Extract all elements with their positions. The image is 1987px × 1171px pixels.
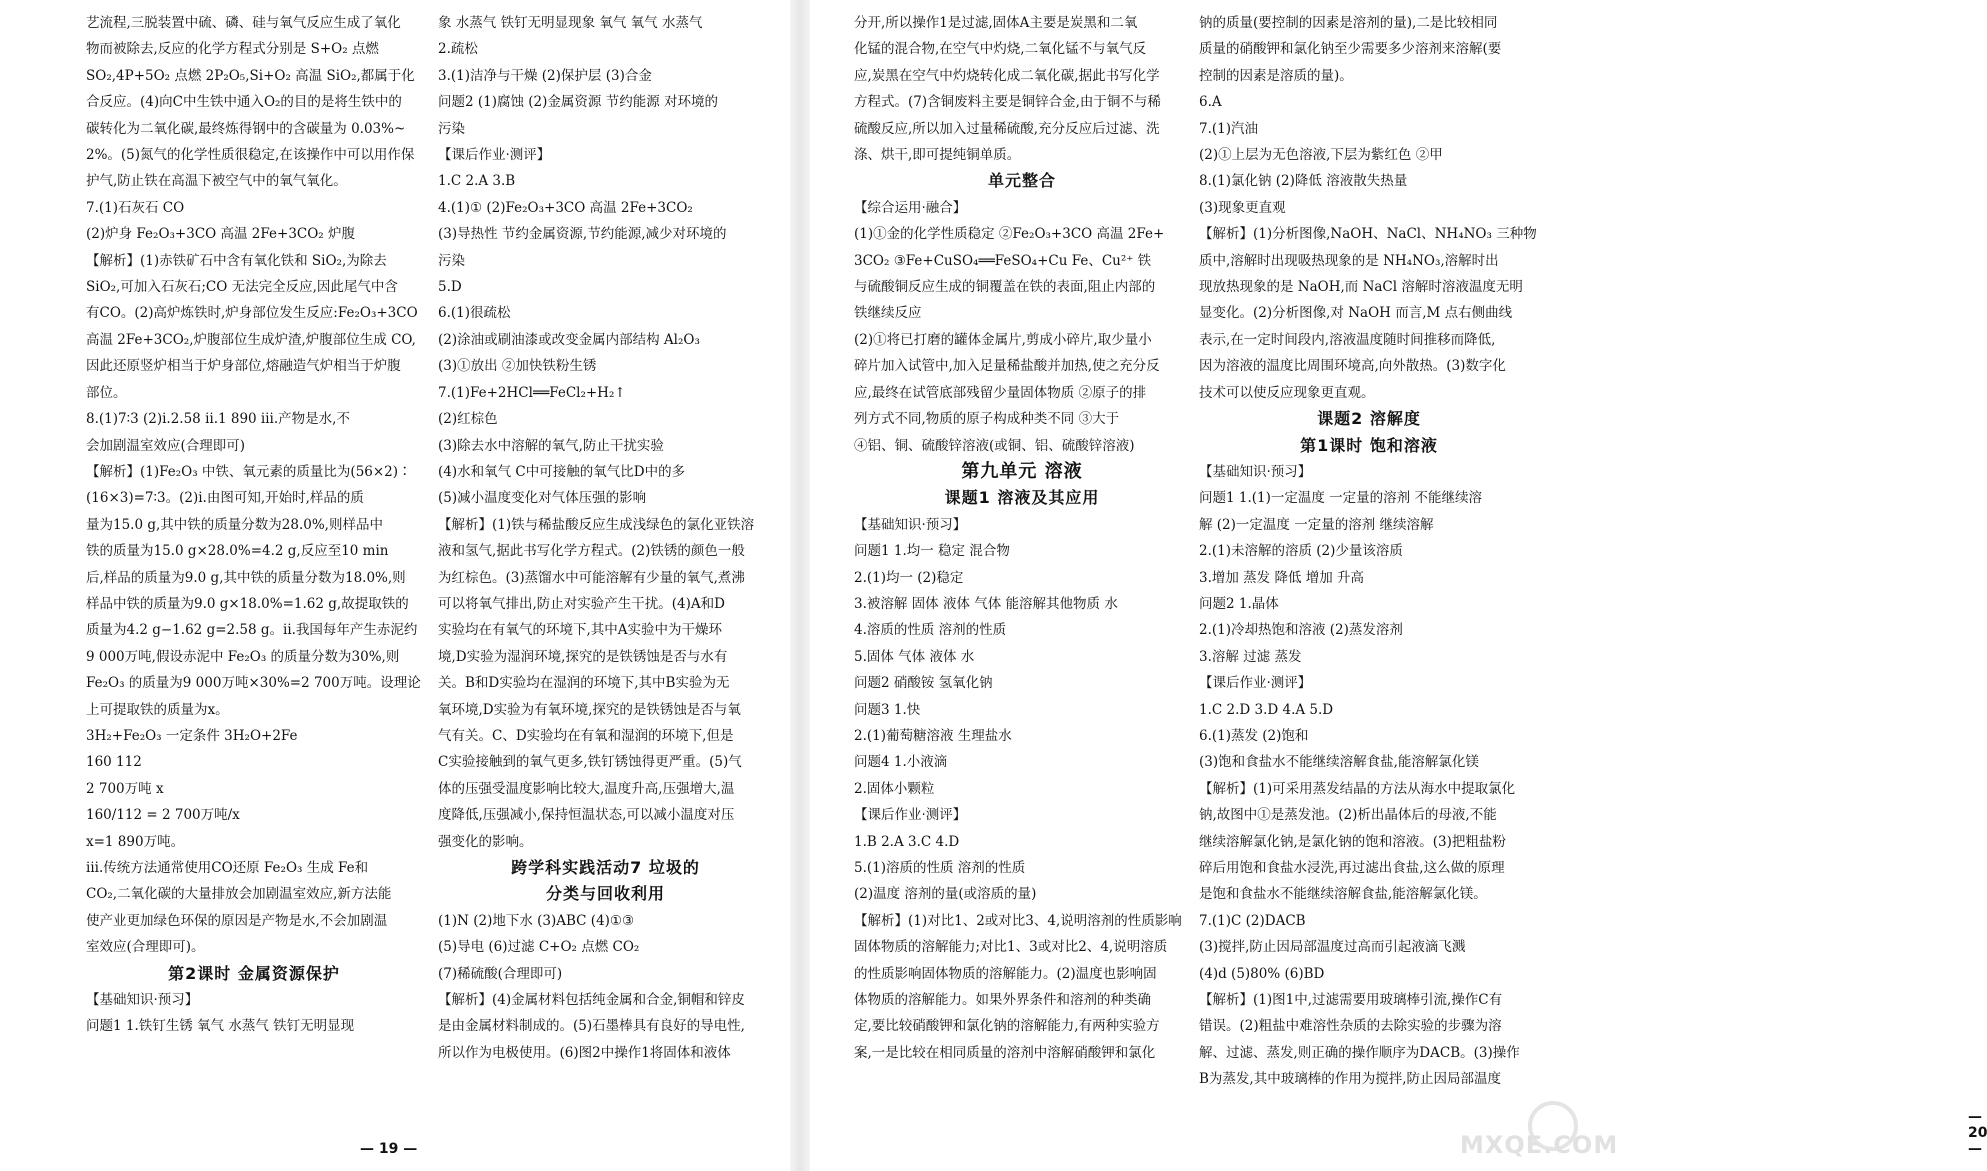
- column-3: [854, 10, 1190, 1135]
- text-line: 问题1 1.均一 稳定 混合物: [854, 543, 1010, 560]
- text-line: 列方式不同,物质的原子构成种类不同 ③大于: [854, 411, 1120, 428]
- text-line: SiO₂,可加入石灰石;CO 无法完全反应,因此尾气中含: [86, 279, 398, 296]
- text-line: 课题2 溶解度: [1317, 409, 1421, 429]
- text-line: SO₂,4P+5O₂ 点燃 2P₂O₅,Si+O₂ 高温 SiO₂,都属于化: [86, 67, 415, 84]
- text-line: 【解析】(1)Fe₂O₃ 中铁、氧元素的质量比为(56×2)∶: [86, 463, 412, 480]
- text-line: 是由金属材料制成的。(5)石墨棒具有良好的导电性,: [438, 1018, 745, 1035]
- page-number-right: — 20 —: [1968, 1109, 1987, 1157]
- text-line: 【解析】(1)分析图像,NaOH、NaCl、NH₄NO₃ 三种物: [1199, 226, 1537, 243]
- text-line: 固体物质的溶解能力;对比1、3或对比2、4,说明溶质: [854, 939, 1168, 956]
- text-line: Fe₂O₃ 的质量为9 000万吨×30%=2 700万吨。设理论: [86, 675, 421, 692]
- text-line: 氧环境,D实验为有氧环境,探究的是铁锈蚀是否与氧: [438, 701, 741, 718]
- text-line: 2.(1)葡萄糖溶液 生理盐水: [854, 727, 1012, 744]
- text-line: 跨学科实践活动7 垃圾的: [511, 858, 700, 877]
- text-line: 方程式。(7)含铜废料主要是铜锌合金,由于铜不与稀: [854, 94, 1161, 111]
- text-line: 3CO₂ ③Fe+CuSO₄══FeSO₄+Cu Fe、Cu²⁺ 铁: [854, 252, 1152, 269]
- text-line: 7.(1)石灰石 CO: [86, 199, 185, 216]
- text-line: 技术可以使反应现象更直观。: [1199, 384, 1375, 401]
- text-line: 问题2 (1)腐蚀 (2)金属资源 节约能源 对环境的: [438, 94, 718, 111]
- text-line: 现放热现象的是 NaOH,而 NaCl 溶解时溶液温度无明: [1199, 279, 1523, 296]
- text-line: 8.(1)氯化钠 (2)降低 溶液散失热量: [1199, 173, 1408, 190]
- text-line: 4.溶质的性质 溶剂的性质: [854, 622, 1007, 639]
- text-line: 问题2 1.晶体: [1199, 595, 1279, 612]
- text-line: (1)N (2)地下水 (3)ABC (4)①③: [438, 912, 635, 929]
- text-line: 应,炭黑在空气中灼烧转化成二氧化碳,据此书写化学: [854, 67, 1160, 84]
- text-line: 【基础知识·预习】: [86, 992, 199, 1009]
- text-line: 钠的质量(要控制的因素是溶剂的量),二是比较相同: [1199, 15, 1498, 31]
- text-line: 1.B 2.A 3.C 4.D: [854, 833, 960, 850]
- text-line: 境,D实验为湿润环境,探究的是铁锈蚀是否与水有: [438, 648, 728, 665]
- text-line: 2.固体小颗粒: [854, 780, 935, 797]
- text-line: 【课后作业·测评】: [1199, 675, 1312, 692]
- text-line: C实验接触到的氧气更多,铁钉锈蚀得更严重。(5)气: [438, 754, 742, 771]
- column-2: [438, 10, 773, 1135]
- text-line: CO₂,二氧化碳的大量排放会加剧温室效应,新方法能: [86, 886, 392, 903]
- text-line: 【解析】(4)金属材料包括纯金属和合金,铜帽和锌皮: [438, 992, 745, 1009]
- text-line: 后,样品的质量为9.0 g,其中铁的质量分数为18.0%,则: [86, 569, 406, 586]
- text-line: 钠,故图中①是蒸发池。(2)析出晶体后的母液,不能: [1199, 807, 1497, 824]
- text-line: 上可提取铁的质量为x。: [86, 701, 229, 718]
- text-line: 第2课时 金属资源保护: [168, 963, 340, 983]
- text-line: 7.(1)Fe+2HCl══FeCl₂+H₂↑: [438, 384, 626, 401]
- text-line: 1.C 2.A 3.B: [438, 173, 516, 190]
- text-line: 6.A: [1199, 94, 1222, 111]
- text-line: 6.(1)蒸发 (2)饱和: [1199, 727, 1309, 744]
- text-line: 合反应。(4)向C中生铁中通入O₂的目的是将生铁中的: [86, 94, 402, 111]
- text-line: 定,要比较硝酸钾和氯化钠的溶解能力,有两种实验方: [854, 1018, 1160, 1035]
- text-line: 因为溶液的温度比周围环境高,向外散热。(3)数字化: [1199, 358, 1506, 375]
- text-line: 硫酸反应,所以加入过量稀硫酸,充分反应后过滤、洗: [854, 120, 1160, 137]
- text-line: 2.(1)冷却热饱和溶液 (2)蒸发溶剂: [1199, 622, 1403, 639]
- text-line: 错误。(2)粗盐中难溶性杂质的去除实验的步骤为溶: [1199, 1018, 1502, 1035]
- text-line: 气有关。C、D实验均在有氧和湿润的环境下,但是: [438, 727, 734, 744]
- text-line: 质中,溶解时出现吸热现象的是 NH₄NO₃,溶解时出: [1199, 252, 1499, 269]
- text-line: 问题1 1.(1)一定温度 一定量的溶剂 不能继续溶: [1199, 490, 1482, 507]
- text-line: 继续溶解氯化钠,是氯化钠的饱和溶液。(3)把粗盐粉: [1199, 833, 1506, 850]
- text-line: 问题1 1.铁钉生锈 氧气 水蒸气 铁钉无明显现: [86, 1018, 355, 1035]
- text-line: (4)d (5)80% (6)BD: [1199, 965, 1325, 982]
- text-line: 铁继续反应: [854, 305, 922, 322]
- column-1: [86, 10, 422, 1135]
- text-line: 2 700万吨 x: [86, 780, 164, 797]
- page-number-left: — 19 —: [360, 1141, 418, 1157]
- text-line: 【解析】(1)赤铁矿石中含有氧化铁和 SiO₂,为除去: [86, 252, 387, 269]
- text-line: (5)导电 (6)过滤 C+O₂ 点燃 CO₂: [438, 939, 640, 956]
- text-line: 可以将氧气排出,防止对实验产生干扰。(4)A和D: [438, 595, 725, 612]
- text-line: 液和氢气,据此书写化学方程式。(2)铁锈的颜色一般: [438, 543, 745, 560]
- text-line: 为红棕色。(3)蒸馏水中可能溶解有少量的氧气,煮沸: [438, 569, 745, 586]
- text-line: 部位。: [86, 384, 127, 401]
- text-line: 第九单元 溶液: [961, 460, 1083, 482]
- text-line: 160 112: [86, 754, 142, 771]
- text-line: 5.D: [438, 279, 462, 296]
- text-line: x=1 890万吨。: [86, 833, 185, 850]
- text-line: 碎后用饱和食盐水浸洗,再过滤出食盐,这么做的原理: [1199, 860, 1505, 876]
- text-line: 象 水蒸气 铁钉无明显现象 氧气 氧气 水蒸气: [438, 15, 703, 31]
- text-line: 【解析】(1)可采用蒸发结晶的方法从海水中提取氯化: [1199, 780, 1516, 797]
- text-line: 【基础知识·预习】: [854, 516, 967, 533]
- text-line: 量为15.0 g,其中铁的质量分数为28.0%,则样品中: [86, 516, 383, 533]
- text-line: 第1课时 饱和溶液: [1300, 435, 1438, 455]
- text-line: 3.被溶解 固体 液体 气体 能溶解其他物质 水: [854, 595, 1118, 612]
- text-line: 课题1 溶液及其应用: [944, 488, 1100, 508]
- watermark-text: MXQE.COM: [1460, 1131, 1619, 1159]
- text-line: 化锰的混合物,在空气中灼烧,二氧化锰不与氧气反: [854, 41, 1147, 58]
- text-line: 艺流程,三脱装置中硫、磷、硅与氧气反应生成了氧化: [86, 15, 401, 31]
- text-line: 涤、烘干,即可提纯铜单质。: [854, 147, 1021, 164]
- text-line: 体物质的溶解能力。如果外界条件和溶剂的种类确: [854, 992, 1151, 1009]
- text-line: 解、过滤、蒸发,则正确的操作顺序为DACB。(3)操作: [1199, 1044, 1520, 1061]
- text-line: 所以作为电极使用。(6)图2中操作1将固体和液体: [438, 1044, 731, 1061]
- text-line: (1)①金的化学性质稳定 ②Fe₂O₃+3CO 高温 2Fe+: [854, 226, 1165, 243]
- right-page: [810, 0, 1987, 1171]
- text-line: 3.溶解 过滤 蒸发: [1199, 648, 1302, 665]
- text-line: (3)除去水中溶解的氧气,防止干扰实验: [438, 437, 664, 454]
- text-line: (3)①放出 ②加快铁粉生锈: [438, 358, 597, 375]
- text-line: 2.疏松: [438, 41, 478, 58]
- text-line: 强变化的影响。: [438, 833, 533, 850]
- text-line: 问题4 1.小液滴: [854, 754, 948, 771]
- text-line: 表示,在一定时间段内,溶液温度随时间推移而降低,: [1199, 331, 1496, 348]
- text-line: 分类与回收利用: [545, 884, 665, 904]
- text-line: 2%。(5)氮气的化学性质很稳定,在该操作中可以用作保: [86, 147, 415, 164]
- text-line: 质量为4.2 g−1.62 g=2.58 g。ⅱ.我国每年产生赤泥约: [86, 622, 418, 639]
- text-line: 【综合运用·融合】: [854, 199, 967, 216]
- text-line: 【基础知识·预习】: [1199, 463, 1312, 480]
- text-line: 9 000万吨,假设赤泥中 Fe₂O₃ 的质量分数为30%,则: [86, 648, 400, 665]
- watermark-logo: [1432, 1101, 1619, 1163]
- text-line: 7.(1)汽油: [1199, 120, 1259, 137]
- text-line: 【解析】(1)铁与稀盐酸反应生成浅绿色的氯化亚铁溶: [438, 516, 755, 533]
- text-line: 5.(1)溶质的性质 溶剂的性质: [854, 860, 1026, 876]
- page-gutter: [790, 0, 810, 1171]
- text-line: 8.(1)7∶3 (2)ⅰ.2.58 ⅱ.1 890 ⅲ.产物是水,不: [86, 411, 350, 428]
- text-line: 与硫酸铜反应生成的铜覆盖在铁的表面,阻止内部的: [854, 279, 1156, 296]
- text-line: 问题3 1.快: [854, 701, 921, 718]
- text-line: (3)现象更直观: [1199, 199, 1286, 216]
- text-line: 铁的质量为15.0 g×28.0%=4.2 g,反应至10 min: [86, 543, 389, 560]
- text-line: 的性质影响固体物质的溶解能力。(2)温度也影响固: [854, 965, 1157, 982]
- text-line: (2)炉身 Fe₂O₃+3CO 高温 2Fe+3CO₂ 炉腹: [86, 226, 356, 243]
- text-line: (3)导热性 节约金属资源,节约能源,减少对环境的: [438, 226, 727, 243]
- text-line: (16×3)=7∶3。(2)ⅰ.由图可知,开始时,样品的质: [86, 490, 364, 507]
- text-line: 1.C 2.D 3.D 4.A 5.D: [1199, 701, 1334, 718]
- text-line: 污染: [438, 252, 465, 269]
- text-line: 体的压强受温度影响比较大,温度升高,压强增大,温: [438, 780, 735, 797]
- text-line: 2.(1)未溶解的溶质 (2)少量该溶质: [1199, 543, 1403, 560]
- text-line: (2)①上层为无色溶液,下层为紫红色 ②甲: [1199, 147, 1443, 164]
- text-line: (5)减小温度变化对气体压强的影响: [438, 490, 647, 507]
- text-line: 是饱和食盐水不能继续溶解食盐,能溶解氯化镁。: [1199, 886, 1487, 903]
- text-line: 5.固体 气体 液体 水: [854, 648, 975, 665]
- text-line: 显变化。(2)分析图像,对 NaOH 而言,M 点右侧曲线: [1199, 305, 1513, 322]
- text-line: 2.(1)均一 (2)稳定: [854, 569, 964, 586]
- text-line: 碎片加入试管中,加入足量稀盐酸并加热,使之充分反: [854, 358, 1160, 375]
- text-line: 单元整合: [987, 171, 1056, 191]
- text-line: 3H₂+Fe₂O₃ 一定条件 3H₂O+2Fe: [86, 727, 298, 744]
- text-line: 分开,所以操作1是过滤,固体A主要是炭黑和二氧: [854, 15, 1138, 31]
- text-line: ④铝、铜、硫酸锌溶液(或铜、铝、硫酸锌溶液): [854, 437, 1135, 454]
- text-line: 【课后作业·测评】: [438, 147, 551, 164]
- text-line: 度降低,压强减小,保持恒温状态,可以减小温度对压: [438, 807, 735, 824]
- text-line: 问题2 硝酸铵 氢氧化钠: [854, 675, 993, 692]
- text-line: 使产业更加绿色环保的原因是产物是水,不会加剧温: [86, 912, 388, 929]
- text-line: 7.(1)C (2)DACB: [1199, 912, 1306, 929]
- text-line: (2)红棕色: [438, 411, 498, 428]
- text-line: 160/112 = 2 700万吨/x: [86, 807, 240, 824]
- left-page: [0, 0, 790, 1171]
- text-line: 质量的硝酸钾和氯化钠至少需要多少溶剂来溶解(要: [1199, 41, 1502, 58]
- text-line: 4.(1)① (2)Fe₂O₃+3CO 高温 2Fe+3CO₂: [438, 199, 693, 216]
- text-line: 案,一是比较在相同质量的溶剂中溶解硝酸钾和氯化: [854, 1044, 1156, 1061]
- column-4: [1199, 10, 1539, 1135]
- text-line: 碳转化为二氧化碳,最终炼得钢中的含碳量为 0.03%~: [86, 120, 406, 137]
- text-line: (3)饱和食盐水不能继续溶解食盐,能溶解氯化镁: [1199, 754, 1479, 771]
- text-line: 关。B和D实验均在湿润的环境下,其中B实验为无: [438, 675, 730, 692]
- text-line: 护气,防止铁在高温下被空气中的氧气氧化。: [86, 173, 347, 190]
- text-line: (3)搅拌,防止因局部温度过高而引起液滴飞溅: [1199, 939, 1466, 956]
- text-line: 实验均在有氧气的环境下,其中A实验中为干燥环: [438, 622, 723, 639]
- text-line: (4)水和氧气 C中可接触的氧气比D中的多: [438, 463, 686, 480]
- text-line: (2)涂油或刷油漆或改变金属内部结构 Al₂O₃: [438, 331, 700, 348]
- text-line: 【解析】(1)对比1、2或对比3、4,说明溶剂的性质影响: [854, 912, 1182, 929]
- text-line: 应,最终在试管底部残留少量固体物质 ②原子的排: [854, 384, 1147, 401]
- text-line: 有CO。(2)高炉炼铁时,炉身部位发生反应:Fe₂O₃+3CO: [86, 305, 418, 322]
- text-line: ⅲ.传统方法通常使用CO还原 Fe₂O₃ 生成 Fe和: [86, 860, 369, 876]
- text-line: (2)温度 溶剂的量(或溶质的量): [854, 886, 1037, 903]
- text-line: 会加剧温室效应(合理即可): [86, 437, 246, 454]
- text-line: 控制的因素是溶质的量)。: [1199, 67, 1353, 84]
- text-line: 因此还原竖炉相当于炉身部位,熔融造气炉相当于炉腹: [86, 358, 401, 375]
- text-line: 污染: [438, 120, 465, 137]
- text-line: 6.(1)很疏松: [438, 305, 511, 322]
- text-line: 3.(1)洁净与干燥 (2)保护层 (3)合金: [438, 67, 652, 84]
- text-line: 高温 2Fe+3CO₂,炉腹部位生成炉渣,炉腹部位生成 CO,: [86, 331, 416, 348]
- text-line: 室效应(合理即可)。: [86, 939, 205, 956]
- text-line: 物而被除去,反应的化学方程式分别是 S+O₂ 点燃: [86, 41, 379, 58]
- text-line: 【课后作业·测评】: [854, 807, 967, 824]
- text-line: (2)①将已打磨的罐体金属片,剪成小碎片,取少量小: [854, 331, 1152, 348]
- text-line: B为蒸发,其中玻璃棒的作用为搅拌,防止因局部温度: [1199, 1071, 1502, 1088]
- text-line: 样品中铁的质量为9.0 g×18.0%=1.62 g,故提取铁的: [86, 595, 409, 612]
- text-line: 3.增加 蒸发 降低 增加 升高: [1199, 569, 1365, 586]
- text-line: 【解析】(1)图1中,过滤需要用玻璃棒引流,操作C有: [1199, 992, 1503, 1009]
- text-line: 解 (2)一定温度 一定量的溶剂 继续溶解: [1199, 516, 1434, 533]
- text-line: (7)稀硫酸(合理即可): [438, 965, 563, 982]
